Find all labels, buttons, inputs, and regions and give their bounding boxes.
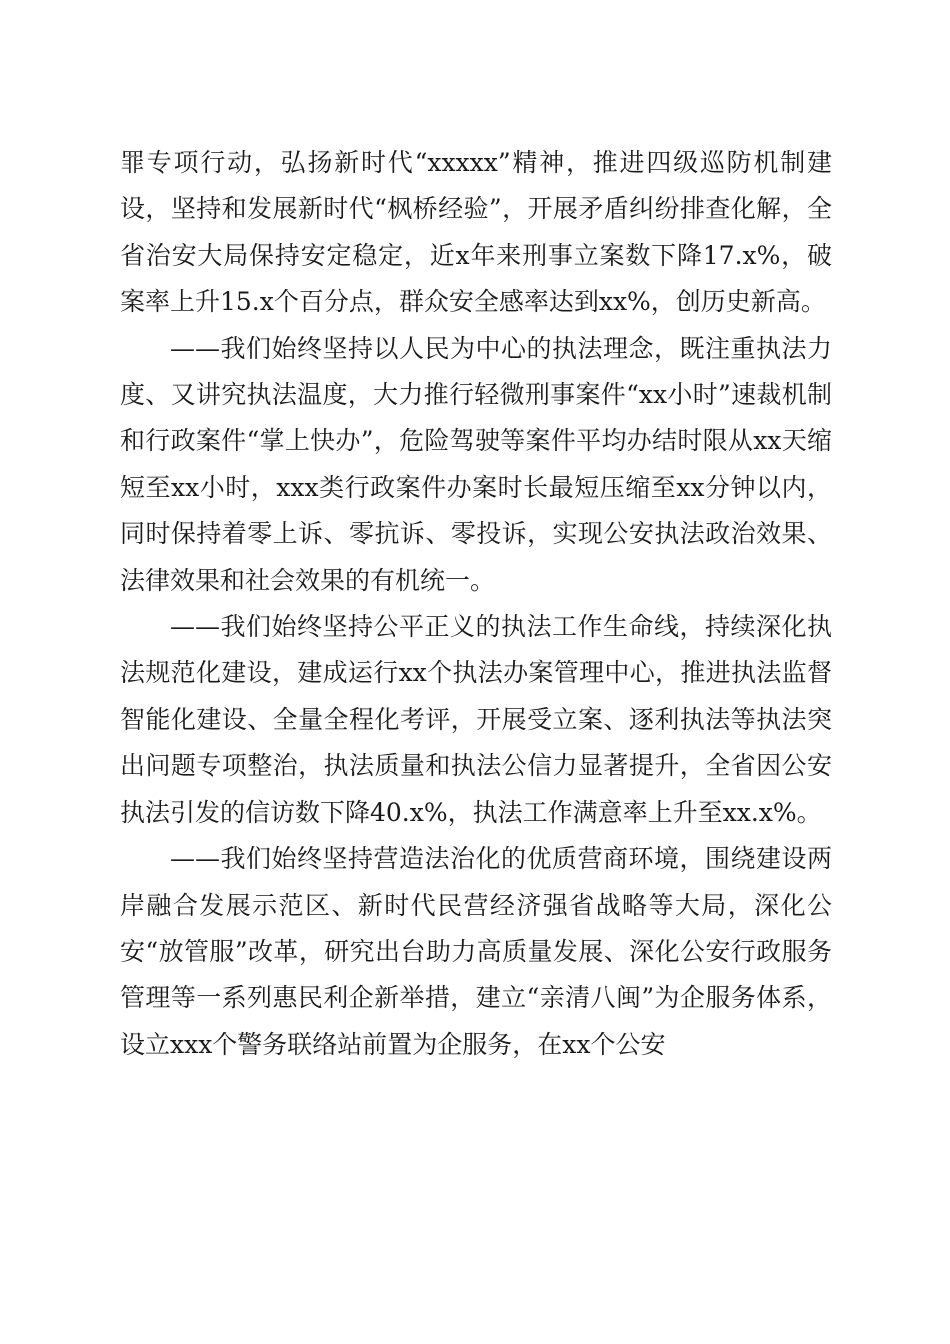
paragraph-fairness-justice: ——我们始终坚持公平正义的执法工作生命线，持续深化执法规范化建设，建成运行xx个执法办案管理中心，推进执法监督智能化建设、全量全程化考评，开展受立案、逐利执法等执法突出问题专项整治，执法质量和执法公信力显著提升，全省因公安执法引发的信访数下降40.x%，执法工作满意率上升至xx.x%。 xyxy=(120,612,832,827)
paragraph-business-environment: ——我们始终坚持营造法治化的优质营商环境，围绕建设两岸融合发展示范区、新时代民营经济强省战略等大局，深化公安“放管服”改革，研究出台助力高质量发展、深化公安行政服务管理等一系列惠民利企新举措，建立“亲清八闽”为企服务体系，设立xxx个警务联络站前置为企服务，在xx个公安 xyxy=(120,844,832,1059)
document-body xyxy=(120,140,832,1068)
paragraph-public-security-results: 罪专项行动，弘扬新时代“xxxxx”精神，推进四级巡防机制建设，坚持和发展新时代“枫桥经验”，开展矛盾纠纷排查化解，全省治安大局保持安定稳定，近x年来刑事立案数下降17.x%，破案率上升15.x个百分点，群众安全感率达到xx%，创历史新高。 xyxy=(120,148,832,317)
paragraph-people-centered-enforcement: ——我们始终坚持以人民为中心的执法理念，既注重执法力度、又讲究执法温度，大力推行轻微刑事案件“xx小时”速裁机制和行政案件“掌上快办”，危险驾驶等案件平均办结时限从xx天缩短至xx小时，xxx类行政案件办案时长最短压缩至xx分钟以内，同时保持着零上诉、零抗诉、零投诉，实现公安执法政治效果、法律效果和社会效果的有机统一。 xyxy=(120,333,832,595)
